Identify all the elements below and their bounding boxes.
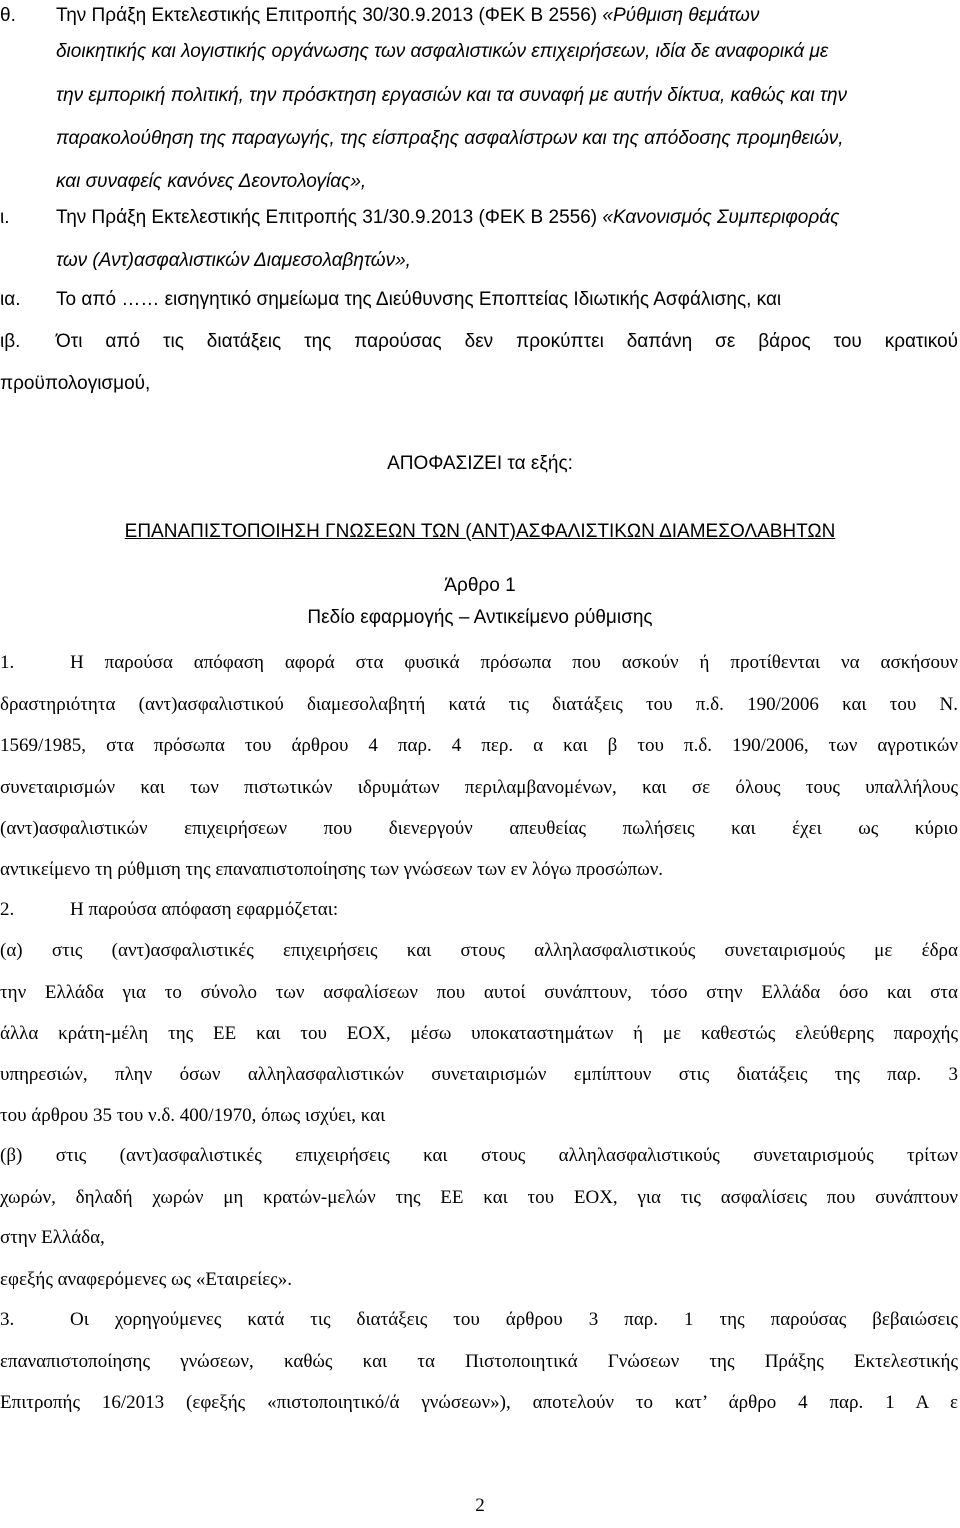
paragraph-marker-1: 1. [0, 652, 15, 673]
paragraph-2-closing: εφεξής αναφερόμενες ως «Εταιρείες». [0, 1269, 292, 1290]
list-item-iota-text: Την Πράξη Εκτελεστικής Επιτροπής 31/30.9.2013 (ΦΕΚ Β 2556) [56, 207, 603, 228]
date-placeholder-dots: …… [121, 289, 160, 310]
paragraph-1-line-4: συνεταιρισμών και των πιστωτικών ιδρυμάτων περιλαμβανομένων, και σε όλους τους υπαλλήλους [0, 777, 958, 798]
paragraph-2a-line-3: άλλα κράτη-μέλη της ΕΕ και του ΕΟΧ, μέσω υποκαταστημάτων ή με καθεστώς ελεύθερης παροχής [0, 1023, 958, 1044]
paragraph-2a-line-2: την Ελλάδα για το σύνολο των ασφαλίσεων που αυτοί συνάπτουν, τόσο στην Ελλάδα όσο και στα [0, 982, 958, 1003]
list-item-theta-text: Την Πράξη Εκτελεστικής Επιτροπής 30/30.9.2013 (ΦΕΚ Β 2556) [56, 5, 603, 26]
list-item-theta-line-4: παρακολούθηση της παραγωγής, της είσπραξης ασφαλίστρων και της απόδοσης προμηθειών, [56, 128, 844, 149]
section-title-text: ΕΠΑΝΑΠΙΣΤΟΠΟΙΗΣΗ ΓΝΩΣΕΩΝ ΤΩΝ (ΑΝΤ)ΑΣΦΑΛΙΣΤΙΚΩΝ ΔΙΑΜΕΣΟΛΑΒΗΤΩΝ [124, 521, 836, 542]
decision-heading: ΑΠΟΦΑΣΙΖΕΙ τα εξής: [387, 453, 573, 474]
paragraph-marker-2: 2. [0, 899, 15, 920]
list-marker-theta: θ. [0, 5, 16, 26]
paragraph-marker-3: 3. [0, 1309, 15, 1330]
list-marker-iota: ι. [0, 207, 10, 228]
list-item-iota-title: «Κανονισμός Συμπεριφοράς [602, 207, 840, 228]
paragraph-2-line-1: Η παρούσα απόφαση εφαρμόζεται: [70, 899, 339, 920]
paragraph-1-line-6: αντικείμενο τη ρύθμιση της επαναπιστοποίησης των γνώσεων των εν λόγω προσώπων. [0, 859, 664, 880]
list-item-iota-beta-line-1: Ότι από τις διατάξεις της παρούσας δεν προκύπτει δαπάνη σε βάρος του κρατικού [56, 331, 958, 352]
paragraph-3-line-3: Επιτροπής 16/2013 (εφεξής «πιστοποιητικό/ά γνώσεων»), αποτελούν το κατ’ άρθρο 4 παρ. 1 Α ε [0, 1392, 958, 1413]
article-title: Πεδίο εφαρμογής – Αντικείμενο ρύθμισης [307, 607, 653, 628]
list-item-theta-line-3: την εμπορική πολιτική, την πρόσκτηση εργασιών και τα συναφή με αυτήν δίκτυα, καθώς και την [56, 85, 847, 106]
list-item-theta-line-2: διοικητικής και λογιστικής οργάνωσης των ασφαλιστικών επιχειρήσεων, ιδία δε αναφορικά με [56, 41, 829, 62]
list-item-iota-beta-line-2: προϋπολογισμού, [0, 373, 151, 394]
article-number: Άρθρο 1 [444, 575, 516, 596]
list-item-theta-line-5: και συναφείς κανόνες Δεοντολογίας», [56, 171, 367, 192]
paragraph-1-line-3: 1569/1985, στα πρόσωπα του άρθρου 4 παρ. 4 περ. α και β του π.δ. 190/2006, των αγροτικών [0, 735, 958, 756]
paragraph-1-line-1: Η παρούσα απόφαση αφορά στα φυσικά πρόσωπα που ασκούν ή προτίθενται να ασκήσουν [70, 652, 958, 673]
paragraph-3-line-1: Οι χορηγούμενες κατά τις διατάξεις του άρθρου 3 παρ. 1 της παρούσας βεβαιώσεις [70, 1309, 958, 1330]
paragraph-2a-line-1: (α) στις (αντ)ασφαλιστικές επιχειρήσεις και στους αλληλασφαλιστικούς συνεταιρισμούς με έδρα [0, 940, 958, 961]
paragraph-2b-line-1: (β) στις (αντ)ασφαλιστικές επιχειρήσεις και στους αλληλασφαλιστικούς συνεταιρισμούς τρίτων [0, 1145, 958, 1166]
page-number: 2 [475, 1495, 485, 1516]
paragraph-2b-line-2: χωρών, δηλαδή χωρών μη κρατών-μελών της ΕΕ και του ΕΟΧ, για τις ασφαλίσεις που συνάπτουν [0, 1187, 958, 1208]
list-item-theta-title: «Ρύθμιση θεμάτων [602, 5, 760, 26]
paragraph-3-line-2: επαναπιστοποίησης γνώσεων, καθώς και τα Πιστοποιητικά Γνώσεων της Πράξης Εκτελεστικής [0, 1351, 958, 1372]
paragraph-2b-line-3: στην Ελλάδα, [0, 1227, 105, 1248]
section-title [0, 520, 960, 544]
list-item-iota-alpha-line-1 [56, 288, 781, 312]
paragraph-2a-line-4: υπηρεσιών, πλην όσων αλληλασφαλιστικών συνεταιρισμών εμπίπτουν στις διατάξεις της παρ. 3 [0, 1064, 958, 1085]
list-item-iota-line-1 [56, 206, 839, 230]
list-item-iota-alpha-end: εισηγητικό σημείωμα της Διεύθυνσης Εποπτείας Ιδιωτικής Ασφάλισης, και [159, 289, 782, 310]
paragraph-2a-line-5: του άρθρου 35 του ν.δ. 400/1970, όπως ισχύει, και [0, 1105, 386, 1126]
list-item-iota-line-2: των (Αντ)ασφαλιστικών Διαμεσολαβητών», [56, 250, 411, 271]
list-marker-iota-alpha: ια. [0, 289, 21, 310]
paragraph-1-line-2: δραστηριότητα (αντ)ασφαλιστικού διαμεσολαβητή κατά τις διατάξεις του π.δ. 190/2006 και του Ν. [0, 694, 958, 715]
paragraph-1-line-5: (αντ)ασφαλιστικών επιχειρήσεων που διενεργούν απευθείας πωλήσεις και έχει ως κύριο [0, 818, 958, 839]
list-marker-iota-beta: ιβ. [0, 331, 21, 352]
list-item-theta-line-1 [56, 4, 958, 28]
list-item-iota-alpha-start: Το από [56, 289, 122, 310]
